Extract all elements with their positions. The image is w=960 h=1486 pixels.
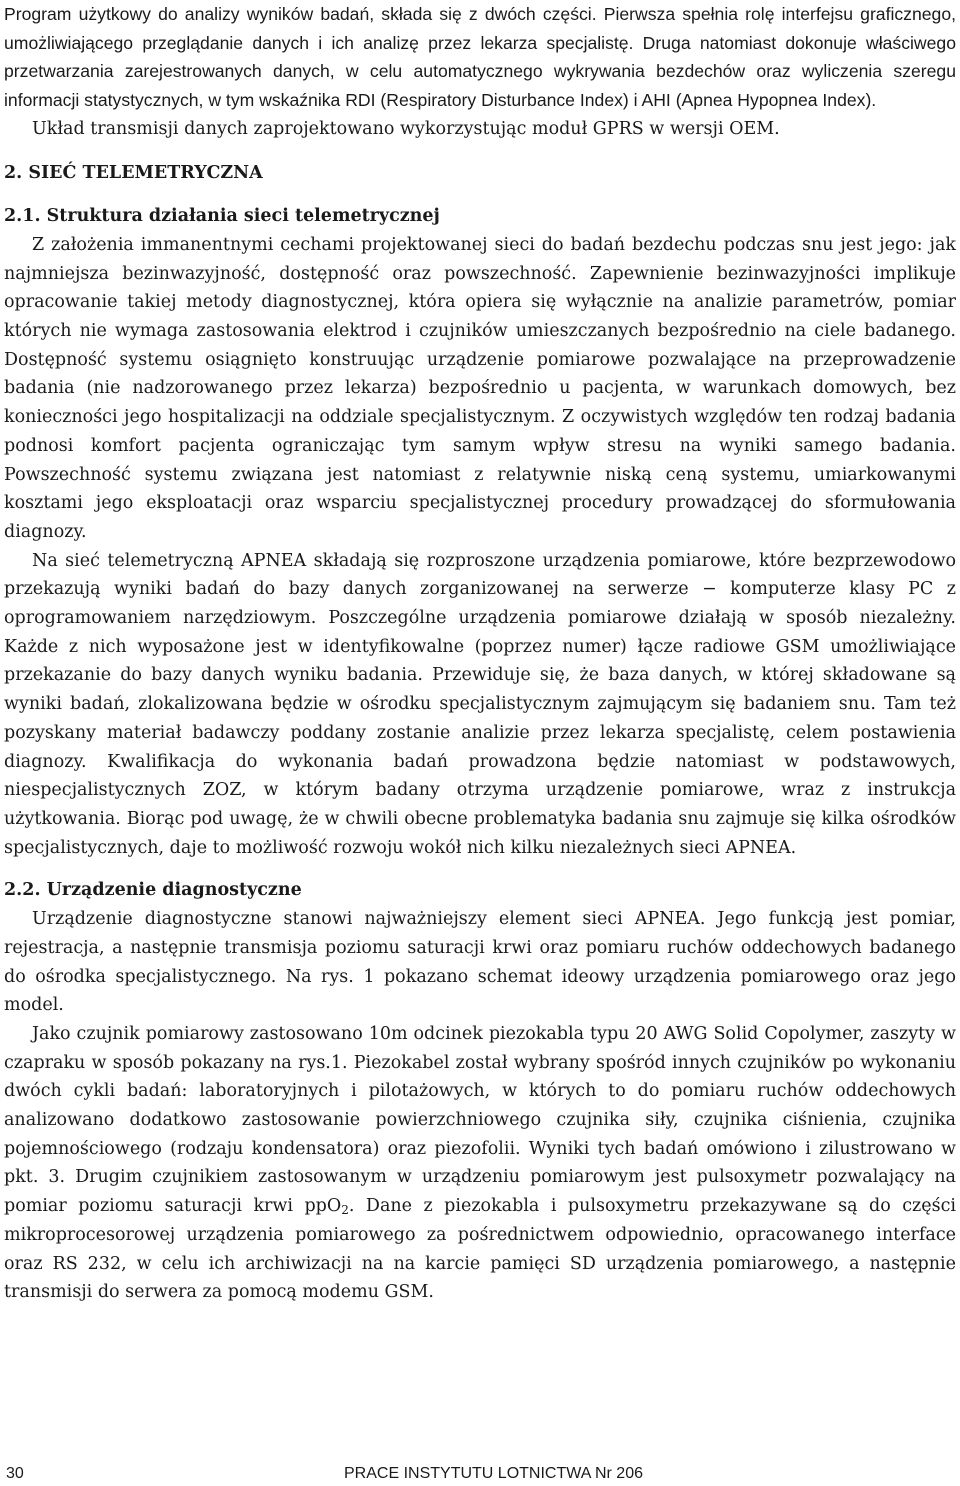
paragraph-network-apnea: Na sieć telemetryczną APNEA składają się rozproszone urządzenia pomiarowe, które bezprzewodowo przekazują wyniki badań do bazy danych zorganizowanej na serwerze − komputerze klasy PC z oprogramowaniem narzędziowym. Poszczególne urządzenia pomiarowe działają w sposób niezależny. Każde z nich wyposażone jest w identyfikowalne (poprzez numer) łącze radiowe GSM umożliwiające przekazanie do bazy danych wyniku badania. Przewiduje się, że baza danych, w której składowane są wyniki badań, zlokalizowana będzie w ośrodku specjalistycznym zajmującym się badaniem snu. Tam też pozyskany materiał badawczy poddany zostanie analizie przez lekarza specjalistę, celem postawienia diagnozy. Kwalifikacja do wykonania badań prowadzona będzie natomiast w podstawowych, niespecjalistycznych ZOZ, w którym badany otrzyma urządzenie pomiarowe, wraz z instrukcja użytkowania. Biorąc pod uwagę, że w chwili obecne problematyka badania snu zajmuje się kilka ośrodków specjalistycznych, daje to możliwość rozwoju wokół nich kilku niezależnych sieci APNEA. <box>4 550 956 858</box>
section-heading-2-1: 2.1. Struktura działania sieci telemetrycznej <box>4 206 440 227</box>
page-number: 30 <box>6 1465 24 1482</box>
paragraph-sensor-text-b: . Dane z piezokabla i pulsoxymetru przekazywane są do części mikroprocesorowej urządzenia pomiarowego za pośrednictwem odpowiednio, opracowanego interface oraz RS 232, w celu ich archiwizacji na na karcie pamięci SD urządzenia pomiarowego, a następnie transmisji do serwera za pomocą modemu GSM. <box>4 1196 956 1303</box>
paragraph-transmission: Układ transmisji danych zaprojektowano wykorzystując moduł GPRS w wersji OEM. <box>32 118 780 139</box>
journal-name: PRACE INSTYTUTU LOTNICTWA Nr 206 <box>344 1465 643 1482</box>
document-page <box>4 0 956 1307</box>
paragraph-sensor <box>4 1020 956 1307</box>
paragraph-sensor-text-a: Jako czujnik pomiarowy zastosowano 10m odcinek piezokabla typu 20 AWG Solid Copolymer, zaszyty w czapraku w sposób pokazany na rys.1. Piezokabel został wybrany spośród innych czujników po wykonaniu dwóch cykli badań: laboratoryjnych i pilotażowych, w których to do pomiaru ruchów oddechowych analizowano dodatkowo zastosowanie powierzchniowego czujnika siły, czujnika ciśnienia, czujnika pojemnościowego (rodzaju kondensatora) oraz piezofolii. Wyniki tych badań omówiono i zilustrowano w pkt. 3. Drugim czujnikiem zastosowanym w urządzeniu pomiarowym jest pulsoxymetr pozwalający na pomiar poziomu saturacji krwi pp <box>4 1023 956 1217</box>
paragraph-network-structure: Z założenia immanentnymi cechami projektowanej sieci do badań bezdechu podczas snu jest jego: jak najmniejsza bezinwazyjność, dostępność oraz powszechność. Zapewnienie bezinwazyjności implikuje opracowanie takiej metody diagnostycznej, która opiera się wyłącznie na analizie parametrów, pomiar których nie wymaga zastosowania elektrod i czujników umieszczanych bezpośrednio na ciele badanego. Dostępność systemu osiągnięto konstruując urządzenie pomiarowe pozwalające na przeprowadzenie badania (nie nadzorowanego przez lekarza) bezpośrednio u pacjenta, w warunkach domowych, bez konieczności jego hospitalizacji na oddziale specjalistycznym. Z oczywistych względów ten rodzaj badania podnosi komfort pacjenta ograniczając tym samym wpływ stresu na wyniki samego badania. Powszechność systemu związana jest natomiast z relatywnie niską ceną systemu, umiarkowanymi kosztami jego eksploatacji oraz wsparciu specjalistycznej procedury prowadzącej do sformułowania diagnozy. <box>4 234 956 542</box>
paragraph-sensor-subscript: 2 <box>341 1203 349 1218</box>
section-heading-2: 2. SIEĆ TELEMETRYCZNA <box>4 162 263 183</box>
paragraph-device: Urządzenie diagnostyczne stanowi najważniejszy element sieci APNEA. Jego funkcją jest pomiar, rejestracja, a następnie transmisja poziomu saturacji krwi oraz pomiaru ruchów oddechowych badanego do ośrodka specjalistycznego. Na rys. 1 pokazano schemat ideowy urządzenia pomiarowego oraz jego model. <box>4 909 956 1016</box>
section-heading-2-2: 2.2. Urządzenie diagnostyczne <box>4 880 302 901</box>
paragraph-sensor-o: O <box>326 1196 342 1217</box>
paragraph-program-description: Program użytkowy do analizy wyników badań, składa się z dwóch części. Pierwsza spełnia rolę interfejsu graficznego, umożliwiającego przeglądanie danych i ich analizę przez lekarza specjalistę. Druga natomiast dokonuje właściwego przetwarzania zarejestrowanych danych, w celu automatycznego wykrywania bezdechów oraz wyliczenia szeregu informacji statystycznych, w tym wskaźnika RDI (Respiratory Disturbance Index) i AHI (Apnea Hypopnea Index). <box>4 4 956 111</box>
